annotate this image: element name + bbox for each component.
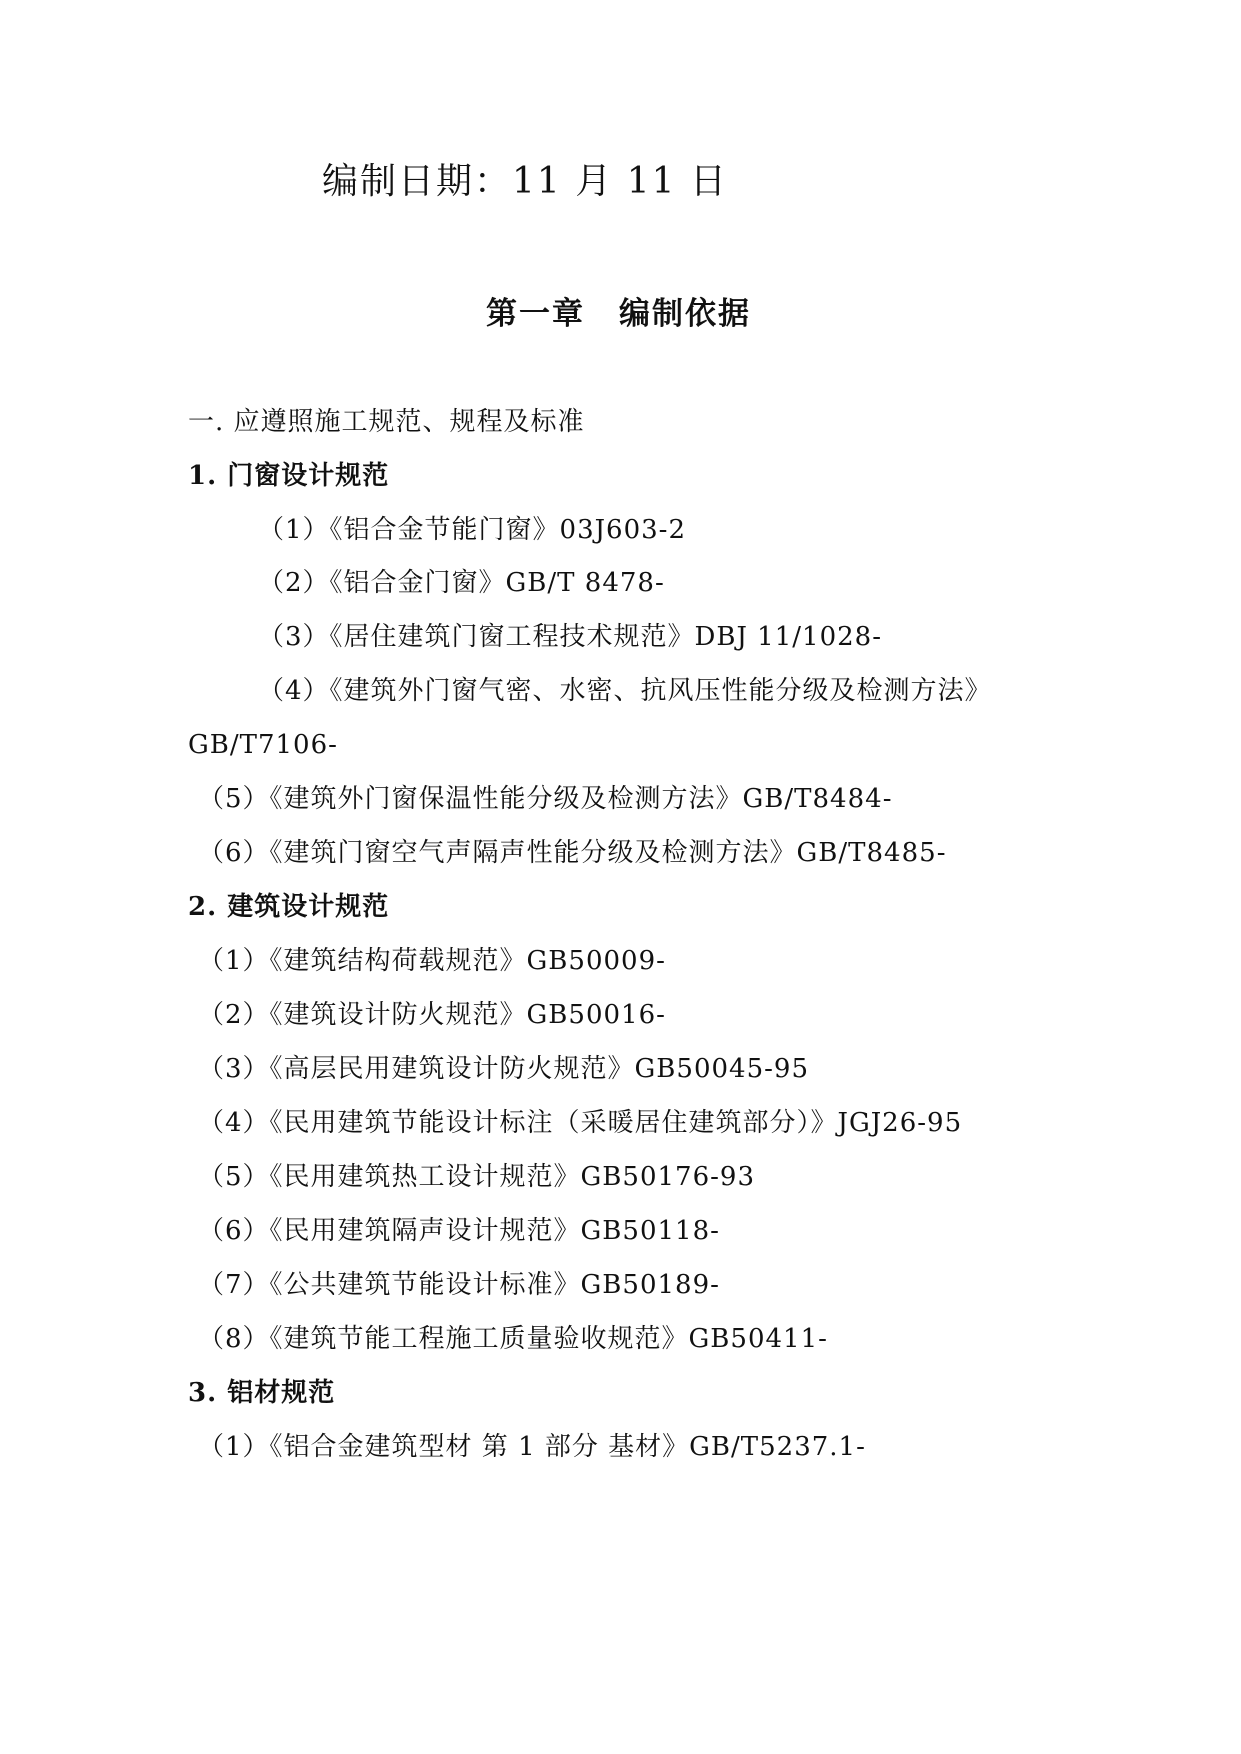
list-item: （8）《建筑节能工程施工质量验收规范》GB50411- — [198, 1324, 828, 1354]
chapter-number: 第一章 — [486, 296, 585, 332]
list-item: （1）《建筑结构荷载规范》GB50009- — [198, 946, 666, 976]
list-item: （1）《铝合金节能门窗》03J603-2 — [258, 515, 687, 545]
group-heading-building-design: 2. 建筑设计规范 — [188, 892, 390, 922]
list-item: （7）《公共建筑节能设计标准》GB50189- — [198, 1270, 720, 1300]
list-item: （6）《建筑门窗空气声隔声性能分级及检测方法》GB/T8485- — [198, 838, 947, 868]
list-item: （4）《民用建筑节能设计标注（采暖居住建筑部分）》JGJ26-95 — [198, 1108, 963, 1138]
compile-date: 编制日期：11 月 11 日 — [322, 161, 728, 202]
list-item: （5）《建筑外门窗保温性能分级及检测方法》GB/T8484- — [198, 784, 893, 814]
list-item-continuation: GB/T7106- — [188, 730, 338, 760]
chapter-name: 编制依据 — [619, 296, 751, 332]
list-item: （1）《铝合金建筑型材 第 1 部分 基材》GB/T5237.1- — [198, 1432, 866, 1462]
list-item: （2）《建筑设计防火规范》GB50016- — [198, 1000, 666, 1030]
chapter-title — [486, 294, 751, 334]
section-heading: 一. 应遵照施工规范、规程及标准 — [188, 407, 585, 437]
list-item: （3）《高层民用建筑设计防火规范》GB50045-95 — [198, 1054, 809, 1084]
list-item: （4）《建筑外门窗气密、水密、抗风压性能分级及检测方法》 — [258, 676, 992, 706]
list-item: （6）《民用建筑隔声设计规范》GB50118- — [198, 1216, 720, 1246]
list-item: （3）《居住建筑门窗工程技术规范》DBJ 11/1028- — [258, 622, 882, 652]
list-item: （2）《铝合金门窗》GB/T 8478- — [258, 568, 665, 598]
list-item: （5）《民用建筑热工设计规范》GB50176-93 — [198, 1162, 755, 1192]
group-heading-aluminum: 3. 铝材规范 — [188, 1378, 336, 1408]
group-heading-doors-windows: 1. 门窗设计规范 — [188, 461, 390, 491]
